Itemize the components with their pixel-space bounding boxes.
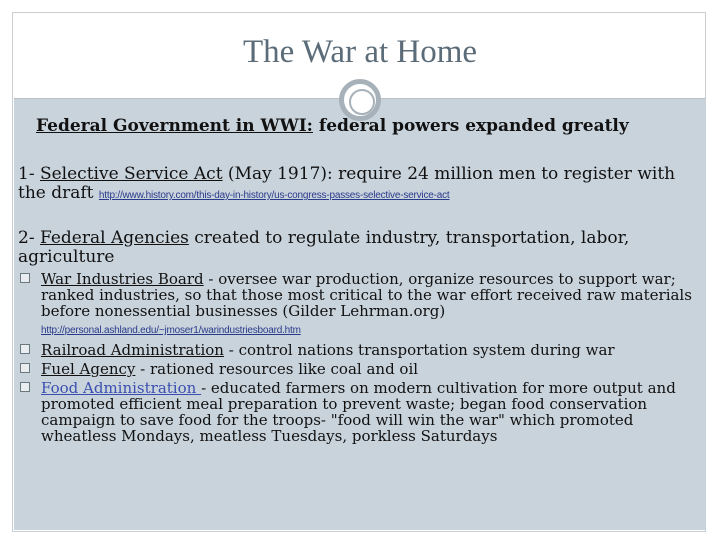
federal-agencies-term: Federal Agencies [39,228,189,248]
bullet-term: Railroad Administration [41,341,224,359]
bullet-term: Fuel Agency [41,360,136,378]
selective-service-text: (May 1917): require 24 million men to register with the draft [18,164,676,203]
history-link[interactable]: http://www.history.com/this-day-in-history/us-congress-passes-selective-service-act [98,190,450,201]
bullet-text: - control nations transportation system during war [223,341,615,359]
bullet-box-icon [20,363,30,373]
heading-rest: federal powers expanded greatly [312,116,629,136]
federal-agencies-text: created to regulate industry, transportation, labor, agriculture [18,228,630,267]
list-item [20,342,700,358]
bullet-box-icon [20,273,30,283]
bullet-text: - oversee war production, organize resources to support war; ranked industries, so that those most critical to the war effort received raw materials before nonessential businesses (Gilder Lehrman.org) [41,270,692,320]
section-heading [36,116,629,136]
bullet-text: - rationed resources like coal and oil [135,360,419,378]
bullet-term: Food Administration [41,379,202,397]
divider-circle-icon [339,79,381,121]
list-item [20,361,700,377]
list-item [20,271,700,339]
list-item [20,380,700,444]
ashland-link[interactable]: http://personal.ashland.edu/~jmoser1/warindustriesboard.htm [41,325,301,336]
bullet-box-icon [20,382,30,392]
bullet-text: - educated farmers on modern cultivation for more output and promoted efficient meal preparation to prevent waste; began food conservation campaign to save food for the troops- "food will win the war" which promoted wheatless Mondays, meatless Tuesdays, porkless Saturdays [41,379,676,445]
heading-underlined: Federal Government in WWI: [36,116,313,136]
point-federal-agencies [18,229,698,267]
bullet-box-icon [20,344,30,354]
point-number: 2- [18,228,40,248]
slide-title: The War at Home [242,34,478,70]
agency-list [20,271,700,444]
selective-service-term: Selective Service Act [39,164,223,184]
point-selective-service [18,165,698,205]
point-number: 1- [18,164,40,184]
bullet-term: War Industries Board [41,270,204,288]
